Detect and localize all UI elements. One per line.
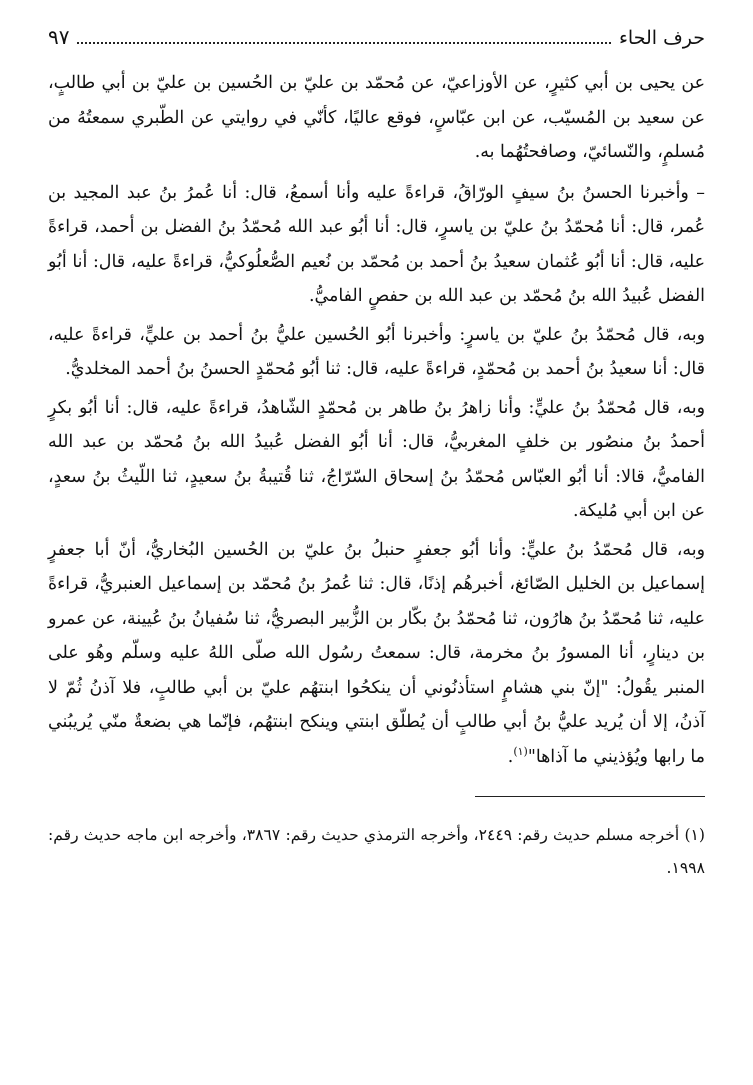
chapter-title: حرف الحاء [618, 27, 705, 49]
paragraph-1: عن يحيى بن أبي كثيرٍ، عن الأوزاعيّ، عن مُحمّد بن عليّ بن الحُسين بن عليّ بن أبي طالبٍ، عن سعيد بن المُسيّب، عن ابن عبّاسٍ، فوقع عاليًا، كأنّي في روايتي عن الطّبري سمعتُهُ من مُسلمٍ، والنّسائيّ، وصافحتُهُما به. [48, 73, 705, 162]
paragraph-5: وبه، قال مُحمّدُ بنُ عليٍّ: وأنا أبُو جعفرٍ حنبلُ بنُ عليّ بن الحُسين البُخاريُّ، أنّ أبا جعفرٍ إسماعيل بن الخليل الصّائغ، أخبرهُم إذنًا، قال: ثنا عُمرُ بنُ مُحمّد بن إسماعيل العنبريُّ، قراءةً عليه، ثنا مُحمّدُ بنُ هارُون، ثنا مُحمّدُ بنُ بكّار بن الزُّبير البصريُّ، ثنا سُفيانُ بنُ عُيينة، عن عمرو بن دينارٍ، أنا المسورُ بنُ مخرمة، قال: سمعتُ رسُول الله صلّى اللهُ عليه وسلّم وهُو على المنبر يقُولُ: "إنّ بني هشامٍ استأذنُوني أن ينكحُوا ابنتهُم عليّ بن أبي طالبٍ، فلا آذنُ ثُمّ لا آذنُ، إلا أن يُريد عليُّ بنُ أبي طالبٍ أن يُطلّق ابنتي وينكح ابنتهُم، فإنّما هي بضعةٌ منّي يُريبُني ما رابها ويُؤذيني ما آذاها"$^{(١)}$. [48, 539, 705, 767]
paragraph-5-text: وبه، قال مُحمّدُ بنُ عليٍّ: وأنا أبُو جعفرٍ حنبلُ بنُ عليّ بن الحُسين البُخاريُّ، أنّ أبا جعفرٍ إسماعيل بن الخليل الصّائغ، أخبرهُم إذنًا، قال: ثنا عُمرُ بنُ مُحمّد بن إسماعيل العنبريُّ، قراءةً عليه، ثنا مُحمّدُ بنُ هارُون، ثنا مُحمّدُ بنُ بكّار بن الزُّبير البصريُّ، ثنا سُفيانُ بنُ عُيينة، عن عمرو بن دينارٍ، أنا المسورُ بنُ مخرمة، قال: سمعتُ رسُول الله صلّى اللهُ عليه وسلّم وهُو على المنبر يقُولُ: "إنّ بني هشامٍ استأذنُوني أن ينكحُوا ابنتهُم عليّ بن أبي طالبٍ، فلا آذنُ ثُمّ لا آذنُ، إلا أن يُريد عليُّ بنُ أبي طالبٍ أن يُطلّق ابنتي وينكح ابنتهُم، فإنّما هي بضعةٌ منّي يُريبُني ما رابها ويُؤذيني ما آذاها" [48, 539, 705, 767]
paragraph-2: – وأخبرنا الحسنُ بنُ سيفٍ الورّاقُ، قراءةً عليه وأنا أسمعُ، قال: أنا عُمرُ بنُ عبد المجيد بن عُمر، قال: أنا مُحمّدُ بنُ عليّ بن ياسرٍ، قال: أنا أبُو عبد الله مُحمّدُ بنُ الفضل بن أحمد، قراءةً عليه، قال: أنا أبُو عُثمان سعيدُ بنُ أحمد بن مُحمّد بن نُعيم الصُّعلُوكيُّ، قراءةً عليه، قال: أنا أبُو الفضل عُبيدُ الله بنُ مُحمّد بن عبد الله بن حفصٍ الفاميُّ. [48, 182, 705, 306]
page-number: ٩٧ [48, 25, 70, 49]
paragraph-3: وبه، قال مُحمّدُ بنُ عليّ بن ياسرٍ: وأخبرنا أبُو الحُسين عليُّ بنُ أحمد بن عليٍّ، قراءةً عليه، قال: أنا سعيدُ بنُ أحمد بن مُحمّدٍ، قراءةً عليه، قال: ثنا أبُو مُحمّدٍ الحسنُ بنُ أحمد المخلديُّ. [48, 324, 705, 379]
footnote-marker: (١) [513, 744, 528, 758]
main-text [48, 66, 705, 774]
footnote-separator [475, 796, 705, 797]
footnote: (١) أخرجه مسلم حديث رقم: ٢٤٤٩، وأخرجه الترمذي حديث رقم: ٣٨٦٧، وأخرجه ابن ماجه حديث رقم: ١٩٩٨. [48, 826, 706, 877]
paragraph-4: وبه، قال مُحمّدُ بنُ عليٍّ: وأنا زاهرُ بنُ طاهر بن مُحمّدٍ الشّاهدُ، قراءةً عليه، قال: أنا أبُو بكرٍ أحمدُ بنُ منصُور بن خلفٍ المغربيُّ، قال: أنا أبُو الفضل عُبيدُ الله بنُ مُحمّد بن عبد الله الفاميُّ، قالا: أنا أبُو العبّاس مُحمّدُ بنُ إسحاق السّرّاجُ، ثنا قُتيبةُ بنُ سعيدٍ، ثنا اللّيثُ بنُ سعدٍ، عن ابن أبي مُليكة. [48, 397, 705, 521]
running-head [48, 22, 705, 56]
dotted-leader [77, 42, 610, 44]
